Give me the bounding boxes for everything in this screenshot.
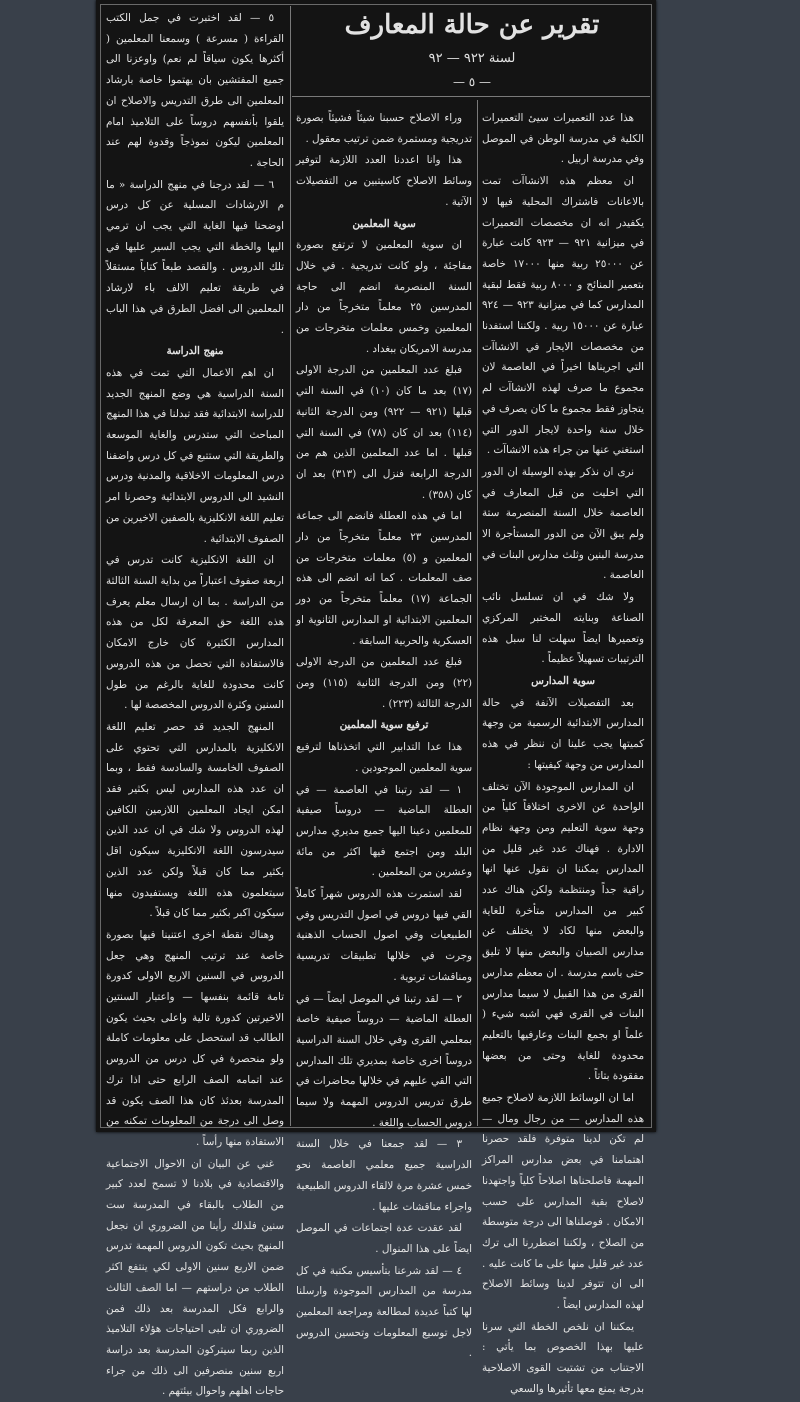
paragraph: غني عن البيان ان الاحوال الاجتماعية والاقتصادية في بلادنا لا تسمح لعدد كبير من الطلاب بالبقاء في المدرسة ست سنين فلذلك رأينا من الضروري ان نجعل المنهج بحيث تكون الدروس المهمة تدرس ضمن الاربع سنين الاولى لكي ينتفع اكثر الطلاب من دراستهم — اما الصف الثالث والرابع فكل المدرسة بعد ذلك فمن الضروري ان تلبى احتياجات هؤلاء التلاميذ الذين ربما سيتركون المدرسة بعد دراسة اربع سنين منصرفين الى ذلك من جراء حاجات اهلهم واحوال بيئتهم . [106,1157,284,1398]
paragraph: اما ان الوسائط اللازمة لاصلاح جميع هذه المدارس — من رجال ومال — لم تكن لدينا متوفرة فلقد حصرنا اهتمامنا في بعض مدارس المراكز المهمة فاصلحناها اصلاحاً كلياً واجتهدنا لاصلاح بقية المدارس على حسب الامكان . فوصلناها الى درجة متوسطة من الصلاح ، ولكننا اضطررنا الى ترك عدد غير قليل منها على ما كانت عليه . الى ان تتوفر لدينا وسائط الاصلاح لهذه المدارس ايضاً . [482,1092,644,1312]
masthead-rule [292,96,650,97]
column-divider-left [290,6,291,1126]
paragraph: ٥ — لقد اختبرت في جمل الكتب القراءة ( مسرعة ) وسمعنا المعلمين ( أكثرها يكون سياقاً لم نعم) واوعزنا الى جميع المفتشين بان يهتموا خاصة بارشاد المعلمين الى طرق التدريس والاصلاح ان يلقوا بأنفسهم دروساً على التلاميذ امام المعلمين ليكون نموذجاً وقدوة لهم عند الحاجة . [106,12,284,169]
newspaper-clipping [96,0,656,1398]
paragraph: لقد عقدت عدة اجتماعات في الموصل ايضاً على هذا المنوال . [296,1222,472,1255]
column-right [482,108,645,1395]
article-title: تقرير عن حالة المعارف [344,10,600,40]
column-left [106,8,284,1398]
paragraph: ١ — لقد رتبنا في العاصمة — في العطلة الماضية — دروساً صيفية للمعلمين دعينا اليها جميع مديري مدارس البلد ومن اجتمع فيها اكثر من مائة وعشرين من المعلمين . [296,783,472,879]
paragraph: ولا شك في ان تسلسل نائب الصناعة وبنايته المختبر المركزي وتعميرها ايضاً سهلت لنا سبل هذه الترتيبات تسهيلاً عظيماً . [482,591,644,666]
paragraph: اما في هذه العطلة فانضم الى جماعة المدرسين ٢٣ معلماً متخرجاً من دار المعلمين و (٥) معلمات متخرجات من صف المعلمات . كما انه انضم الى هذه الجماعة (١٧) معلماً متخرجاً من دور المعلمين الابتدائية او المدارس الثانوية او العسكرية والحربية السابقة . [296,510,472,647]
section-heading: سوية المعلمين [352,217,416,230]
column-middle [296,108,473,1360]
paragraph: بعد التفصيلات الآنفة في حالة المدارس الابتدائية الرسمية من وجهة كميتها يجب علينا ان ننظر في هذه المدارس من وجهة كيفيتها : [482,696,644,771]
paragraph: المنهج الجديد قد حصر تعليم اللغة الانكليزية بالمدارس التي تحتوي على الصفوف الخامسة والسادسة فقط ، وبما ان عدد هذه المدارس ليس بكثير فقد امكن ايجاد المعلمين اللازمين الكافين لهذه الدروس ولا شك في ان عدد الذين سيدرسون اللغة الانكليزية سيكون اقل بكثير مما كان قبلاً ولكن عدد الذين سيتعلمون هذه اللغة ويستفيدون منها سيكون اكبر بكثير مما كان قبلاً . [106,720,284,920]
article-subtitle: لسنة ٩٢٢ — ٩٢ [428,51,516,66]
paragraph: ان اللغة الانكليزية كانت تدرس في اربعة صفوف اعتباراً من بداية السنة الثالثة من الدراسة . بما ان ارسال معلم يعرف هذه اللغة حق المعرفة لكل من هذه المدارس الكثيرة كان خارج الامكان فالاستفادة التي تحصل من هذه الدروس كانت محدودة للغاية بالرغم من طول السنين وكثرة الدروس المخصصة لها . [106,554,284,712]
paragraph: هذا وانا اعددنا العدد اللازمة لتوفير وسائط الاصلاح كاسيتبين من التفصيلات الآتية . [296,154,472,208]
paragraph: فبلغ عدد المعلمين من الدرجة الاولى (١٧) بعد ما كان (١٠) في السنة التي قبلها (٩٢١ — ٩٢٢) ومن الدرجة الثانية (١١٤) بعد ان كان (٧٨) في السنة التي قبلها . اما عدد المعلمين الذين هم من الدرجة الرابعة فنزل الى (٣١٣) بعد ان كان (٣٥٨) . [296,364,473,501]
paragraph: ان معظم هذه الانشاآت تمت بالاعانات فاشتراك المحلية فيها لا يكفيدر انه ان مخصصات التعميرات في ميزانية ٩٢١ — ٩٢٣ كانت عبارة عن ٢٥٠٠٠ ربية منها ١٧٠٠٠ خاصة بتعمير المنائح و ٨٠٠٠ ربية فقط لبقية المدارس كما في ميزانية ٩٢٣ — ٩٢٤ عبارة عن ١٥٠٠٠ ربية . ولكننا استفدنا من مخصصات الايجار في الانشاآت التي اجريناها اخيراً في العاصمة لان مجموع ما صرف لهذه الانشاآت لم يتجاوز فقط مجموع ما كان يصرف في خلال سنة واحدة لايجار الدور التي استغني عنها من جراء هذه الانشاآت . [482,175,645,457]
page-number: — ٥ — [452,75,492,89]
paragraph: وراء الاصلاح حسبنا شيئاً فشيئاً بصورة تدريجية ومستمرة ضمن ترتيب معقول . [296,112,472,145]
section-heading: ترفيع سوية المعلمين [339,719,429,732]
paragraph: ٦ — لقد درجنا في منهج الدراسة « ما م الارشادات المسلية عن كل درس اوضحنا فيها الغاية التي يجب ان ترمي اليها والخطة التي يجب السير عليها في تلك الدروس . والقصد طبعاً كتاباً مستقلاً في طريقة تعليم الالف باء لارشاد المعلمين الى افضل الطرق في هذا الباب . [106,178,284,336]
paragraph: ٤ — لقد شرعنا بتأسيس مكتبة في كل مدرسة من المدارس الموجودة وارسلنا لها كتباً عديدة لمطالعة ومراجعة المعلمين لاجل توسيع المعلومات وتحسين الدروس . [296,1264,472,1360]
paragraph: ان سوية المعلمين لا ترتفع بصورة مفاجئة ، ولو كانت تدريجية . في خلال السنة المنصرمة انضم الى حاجة المدرسين ٢٥ معلماً متخرجاً من دار المعلمين وخمس معلمات متخرجات من مدرسة الامريكان ببغداد . [296,239,472,355]
paragraph: وهناك نقطة اخرى اعتنينا فيها بصورة خاصة عند ترتيب المنهج وهي جعل الدروس في السنين الاربع الاولى كدورة تامة قائمة بنفسها — واعتبار السنتين الاخيرتين كدورة تالية واعلى بحيث يكون الطالب قد استحصل على معلومات كاملة ولو منحصرة في كل درس من الدروس عند اتمامه الصف الرابع حتى اذا ترك المدرسة بعدئذ كان هذا الصف يكون قد وصل الى درجة من المعلومات تمكنه من الاستفادة منها رأساً . [106,928,284,1148]
paragraph: هذا عدد التعميرات سيئ التعميرات الكلية في مدرسة الوطن في الموصل وفي مدرسة اربيل . [482,112,644,166]
paragraph: يمكننا ان نلخص الخطة التي سرنا عليها بهذا الخصوص بما يأتي : الاجتناب من تشتيت القوى الاصلاحية بدرجة يمنع معها تأثيرها والسعي [482,1320,644,1395]
column-divider-right [477,100,478,1126]
paragraph: نرى ان نذكر بهذه الوسيلة ان الدور التي اخليت من قبل المعارف في العاصمة خلال السنة المنصرمة ستة ولم يبق الآن من الدور المستأجرة الا مدرسة البنين وثلث مدارس البنات في العاصمة . [482,465,644,582]
paragraph: ان اهم الاعمال التي تمت في هذه السنة الدراسية هي وضع المنهج الجديد للدراسة الابتدائية فقد تبدلنا في هذا المنهج المباحث التي ستدرس والغاية الموسعة والطريقة التي ستتبع في كل درس واضفنا درس المعلومات الاخلاقية والمدنية ودرس النشيد الى الدروس الابتدائية وحصرنا امر تعليم اللغة الانكليزية بالصفين الاخيرين من الصفوف الابتدائية . [106,366,284,545]
section-heading: سوية المدارس [531,674,595,687]
masthead [292,6,652,96]
paragraph: لقد استمرت هذه الدروس شهراً كاملاً القي فيها دروس في اصول التدريس وفي الطبيعيات وفي اصول الحساب الذهنية وجرت في خلالها تطبيقات تدريسية ومناقشات تربوية . [296,888,472,983]
paragraph: ٢ — لقد رتبنا في الموصل ايضاً — في العطلة الماضية — دروساً صيفية خاصة بمعلمي القرى وفي خلال السنة الدراسية دروساً اخرى خاصة بمديري تلك المدارس التي القي عليهم في خلالها محاضرات في طرق تدريس الدروس المهمة ولا سيما دروس الحساب واللغة . [296,992,472,1129]
paragraph: ان المدارس الموجودة الآن تختلف الواحدة عن الاخرى اختلافاً كلياً من وجهة سوية التعليم ومن وجهة نظام الادارة . فهناك عدد غير قليل من المدارس يمكننا ان نقول عنها انها راقية جداً ومنتظمة ولكن هناك عدد كبير من المدارس متأخرة للغاية والبعض منها لكاد لا يختلف عن مدارس الصبيان والبعض منها لا تليق حتى باسم مدرسة . ان معظم مدارس القرى من هذا القبيل لا سيما مدارس البنات في القرى فهي اشبه شيء ( علماً او بجمع البنات وعارفيها بالتعليم محدودة للغاية وحتى من بعضها مفقودة بتاتاً . [482,780,644,1083]
paragraph: ٣ — لقد جمعنا في خلال السنة الدراسية جميع معلمي العاصمة نحو خمس عشرة مرة لالقاء الدروس الطبيعية واجراء مناقشات عليها . [296,1138,472,1213]
paragraph: فبلغ عدد المعلمين من الدرجة الاولى (٢٢) ومن الدرجة الثانية (١١٥) ومن الدرجة الثالثة (٢٢٣) . [296,656,473,710]
paragraph: هذا عدا التدابير التي اتخذناها لترفيع سوية المعلمين الموجودين . [296,741,472,774]
section-heading: منهج الدراسة [166,345,224,358]
